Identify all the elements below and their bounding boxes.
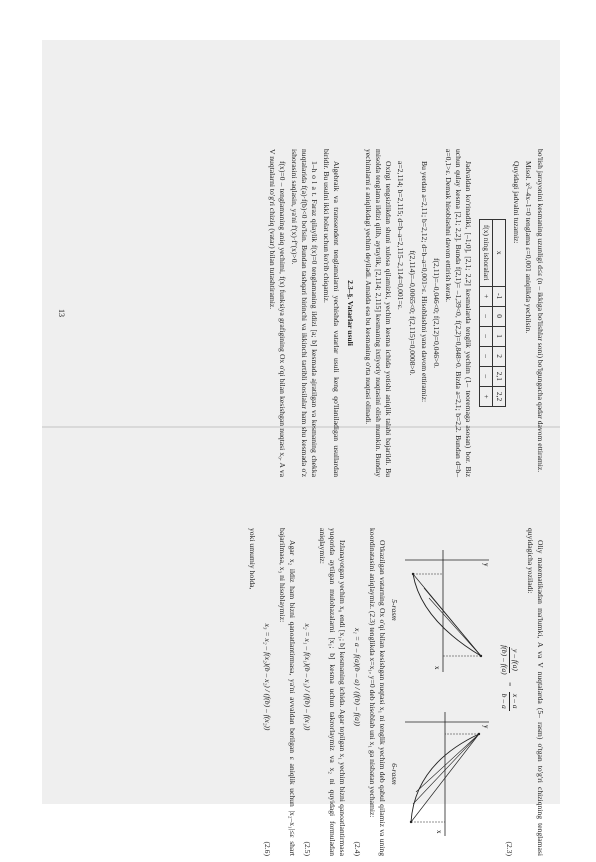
equation-number: (2.5) [302, 841, 312, 856]
table-cell: – [480, 366, 493, 386]
paragraph-middle: Izlanayotgan yechim x₀ endi [x₁; b] kesmaning ichida. Agar topilgan x₁ yechim bizni qanoatlantirmasa yuqorida aytilgan mulohazalarni [x₁; b] kesma uchun takrorlaymiz va x₂ ni quyidagi formuladan aniqlaymiz: [317, 528, 347, 856]
final-line: yoki umumiy holda, [247, 528, 257, 590]
figure-6-caption: 6-rasm [389, 763, 399, 785]
equation-number: (2.3) [505, 841, 515, 856]
table-header-x: x [493, 219, 506, 286]
axis-label-x: x [432, 666, 441, 670]
equation-number: (2.4) [352, 841, 362, 856]
paragraph-2: Bu yerdan a=2,11; b=2,12; d=b–a=0,001>ε. Hisoblashni yana davom ettiramiz: [420, 161, 430, 403]
formula-2-4: x₁ = a – f(a)(b – a) / (f(b) – f(a)) (2.4) [352, 627, 362, 856]
formula-2-5: x₂ = x₁ – f(x₁)(b – x₁) / (f(b) – f(x₁)) (2.5) [302, 623, 312, 856]
equation-2: f(2,114)=–0,0065<0; f(2,115)=0,0008>0. [408, 250, 418, 376]
fraction-lhs: y – f(a) f(b) – f(a) [499, 645, 520, 675]
formula-2-6: x₃ = x₂ – f(x₂)(b – x₂) / (f(b) – f(x₂)) (2.6) [262, 623, 272, 856]
table-cell: 2,1 [493, 366, 506, 386]
table-intro: Quyidagi jadvalni tuzamiz: [511, 161, 521, 244]
figure-6-graph [401, 704, 493, 844]
page-number: 13 [56, 309, 66, 317]
table-cell: + [480, 386, 493, 406]
paragraph-after-figures: O'tkazilgan vatarning Ox o'qi bilan kesishgan nuqtasi x₁ ni tenglik yechim deb qabul qilamiz va uning koordinatasini aniqlaymiz. (2.3) tenglikda x=x₁, y=0 deb hisoblab uni x₁ ga nisbatan yechamiz: [367, 528, 387, 856]
axis-label-x: x [434, 830, 443, 834]
paragraph-end: Agar x₂ ildiz ham bizni qanoatlantirmasa, ya'ni avvaldan berilgan ε aniqlik uchun |x₂–x₁|≤ε shart bajarilmasa, x₃ ni hisoblaymiz: [277, 528, 297, 856]
table-header-f: f(x) ning ishoralari [480, 219, 493, 286]
table-cell: 2,2 [493, 386, 506, 406]
intro-paragraph: Oliy matematikadan ma'lumki, A va V nuqtalarda (5– rasm) o'tgan to'g'ri chiziqning tenglamasi quyidagicha yoziladi: [525, 528, 545, 856]
table-cell: 0 [493, 306, 506, 326]
table-cell: -1 [493, 286, 506, 306]
paragraph-7: f(x)=0 – tenglamaning aniq yechimi, f(x) funksiya grafigining Ox o'qi bilan kesishgan nuqtasi x₀. A va V nuqtalarni to'g'ri chiziq (vatar) bilan tutashtiramiz. [268, 149, 288, 477]
section-title: 2.3–§. Vatarlar usuli [346, 280, 356, 346]
figure-6 [389, 704, 493, 844]
table-cell: – [480, 326, 493, 346]
table-cell: – [480, 306, 493, 326]
axis-label-y: y [481, 563, 490, 567]
formula-2-3: y – f(a) f(b) – f(a) = x – a b – a (2.3) [499, 645, 520, 856]
paragraph-6: 1–h o l a t. Faraz qilaylik f(x)=0 tenglamaning ildizi [a; b] kesmada ajratilgan va kesmaning chekka nuqtalarida f(a)·f(b)<0 bo'lsin. Bundan tashqari birinchi va ikkinchi tartibli hosilalar ham shu kesmada o'z ishorasini saqlasin, ya'ni f'(x)·f''(x)>0. [290, 149, 320, 477]
scanned-book-spread [42, 40, 560, 856]
paragraph-5: Algebraik va transsendent tenglamalarni yechishda vatarlar usuli keng qo'llaniladigan usullardan biridir. Bu usulni ikki holat uchun ko'rib chiqamiz. [322, 149, 342, 477]
figure-5-graph [401, 540, 493, 680]
fraction-rhs: x – a b – a [499, 693, 520, 709]
table-analysis: Jadvaldan ko'rinadiki, [–1;0], [2,1; 2,2] kesmalarda tenglik yechim (1– teoremaga asosan) bor. Biz uchun qulay kesma [2,1; 2,2]. Bunda f(2,1)= –1,39<0, f(2,2)=0,848>0. Bizda a=2,1; b=2,2. Bundan d=b–a=0,1>ε. Demak hisoblashni davom ettirish kerak. [444, 149, 474, 477]
table-row-x [493, 219, 506, 406]
paragraph-3: a=2,114; b=2,115; d=b–a=2,115–2,114=0,001=ε. [396, 161, 406, 310]
paragraph-4: Oxirgi tengsizlikdan shuni xulosa qilamizki, yechim kesma ichida yotishi aniqlik talabi bajarildi. Bu misolda tenglama ildizi qilib, aytaylik, [2,114; 2,115] kesmaning ixtiyoriy nuqtasini olish mumkin. Bunday yechimlarni ε aniqlikdagi yechim deyiladi. Amalda esa bu kesmaning o'rta nuqtasi olinadi. [364, 149, 394, 477]
page-13 [51, 143, 551, 483]
axis-label-y: y [481, 725, 490, 729]
page-14 [51, 522, 551, 862]
equation-1: f(2,11)=–0,046<0; f(2,12)=0,046>0. [432, 257, 442, 369]
table-row-signs [480, 219, 493, 406]
table-cell: 1 [493, 326, 506, 346]
sign-table [479, 219, 506, 407]
figures-row [389, 528, 493, 856]
table-cell: + [480, 286, 493, 306]
table-cell: 2 [493, 346, 506, 366]
figure-5 [389, 540, 493, 680]
figure-5-caption: 5-rasm [389, 599, 399, 621]
intro-paragraph: bo'lish jarayonini kesmaning uzunligi d≤ε (n – ikkiga bo'lishlar soni) bo'lgungacha qadar davom ettiramiz. [536, 149, 545, 473]
equation-number: (2.6) [262, 841, 272, 856]
example-statement: Misol. x³–4x–1=0 tenglama ε=0,001 aniqlikda yechilsin. [523, 161, 533, 334]
table-cell: – [480, 346, 493, 366]
